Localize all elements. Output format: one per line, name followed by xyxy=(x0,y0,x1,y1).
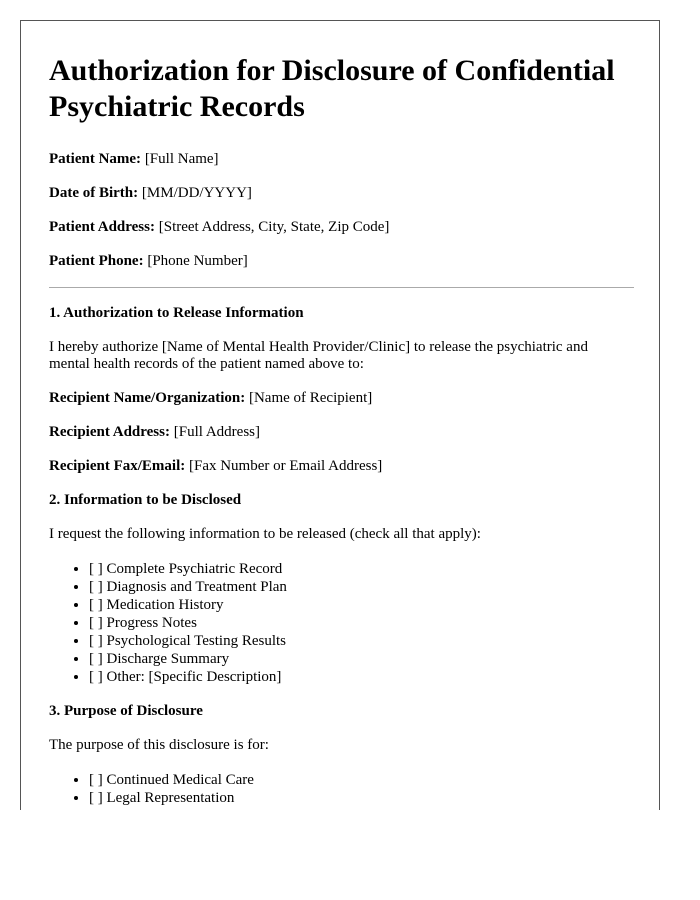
document-title: Authorization for Disclosure of Confidential Psychiatric Records xyxy=(49,54,615,123)
recipient-contact-field xyxy=(49,458,634,475)
patient-address-field xyxy=(49,219,634,236)
document-page xyxy=(20,20,660,810)
list-item: • [ ] Medication History xyxy=(89,596,634,614)
recipient-address-label: Recipient Address: xyxy=(49,424,170,440)
list-item: • [ ] Diagnosis and Treatment Plan xyxy=(89,578,634,596)
purpose-text: The purpose of this disclosure is for: xyxy=(49,737,269,753)
document-content xyxy=(49,53,634,807)
information-request-text: I request the following information to be released (check all that apply): xyxy=(49,526,481,542)
patient-phone-field xyxy=(49,253,634,270)
date-of-birth-value: [MM/DD/YYYY] xyxy=(141,185,252,201)
patient-name-label: Patient Name: xyxy=(49,151,142,167)
list-item: • [ ] Progress Notes xyxy=(89,614,634,632)
list-item: • [ ] Continued Medical Care xyxy=(89,771,634,789)
recipient-address-field xyxy=(49,424,634,441)
date-of-birth-field xyxy=(49,185,634,202)
patient-name-value: [Full Name] xyxy=(144,151,219,167)
list-item: • [ ] Complete Psychiatric Record xyxy=(89,560,634,578)
list-item: • [ ] Discharge Summary xyxy=(89,650,634,668)
section-2-heading: 2. Information to be Disclosed xyxy=(49,492,242,508)
patient-phone-label: Patient Phone: xyxy=(49,253,144,269)
list-item: • [ ] Psychological Testing Results xyxy=(89,632,634,650)
recipient-contact-value: [Fax Number or Email Address] xyxy=(188,458,383,474)
date-of-birth-label: Date of Birth: xyxy=(49,185,139,201)
patient-phone-value: [Phone Number] xyxy=(147,253,248,269)
recipient-name-field xyxy=(49,390,634,407)
information-checklist xyxy=(49,560,634,686)
list-item: • [ ] Other: [Specific Description] xyxy=(89,668,634,686)
purpose-checklist xyxy=(49,771,634,807)
recipient-address-value: [Full Address] xyxy=(173,424,260,440)
recipient-name-label: Recipient Name/Organization: xyxy=(49,390,246,406)
list-item: • [ ] Legal Representation xyxy=(89,789,634,807)
recipient-contact-label: Recipient Fax/Email: xyxy=(49,458,186,474)
authorization-statement: I hereby authorize [Name of Mental Health Provider/Clinic] to release the psychiatric and mental health records of the patient named above to: xyxy=(49,339,588,372)
section-1-heading: 1. Authorization to Release Information xyxy=(49,305,304,321)
section-3-heading: 3. Purpose of Disclosure xyxy=(49,703,203,719)
patient-address-value: [Street Address, City, State, Zip Code] xyxy=(158,219,390,235)
patient-name-field xyxy=(49,151,634,168)
recipient-name-value: [Name of Recipient] xyxy=(248,390,373,406)
patient-address-label: Patient Address: xyxy=(49,219,155,235)
